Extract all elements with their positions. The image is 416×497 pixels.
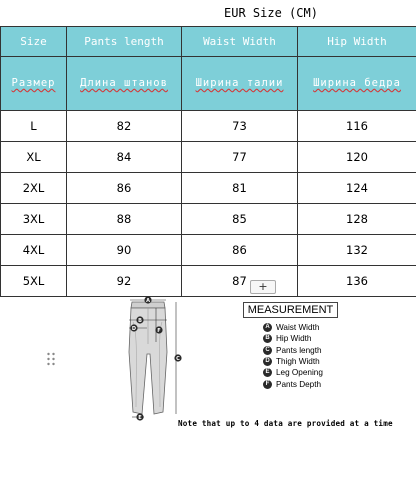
table-cell: 87	[182, 266, 298, 297]
letter-a-icon: A	[263, 323, 272, 332]
table-cell: 3XL	[1, 204, 67, 235]
list-item	[263, 333, 383, 344]
table-cell: 84	[67, 142, 182, 173]
table-row	[1, 111, 416, 142]
header-cell-pants-length-ru: Длина штанов	[67, 57, 182, 111]
table-cell: 4XL	[1, 235, 67, 266]
table-header-row-russian	[1, 57, 416, 111]
table-cell: 86	[182, 235, 298, 266]
legend-label: Pants Depth	[276, 379, 322, 389]
header-cell-hip-width: Hip Width	[298, 27, 416, 57]
table-cell: 136	[298, 266, 416, 297]
table-cell: L	[1, 111, 67, 142]
table-cell: 92	[67, 266, 182, 297]
note-text: Note that up to 4 data are provided at a time	[178, 419, 393, 428]
table-cell: 85	[182, 204, 298, 235]
table-cell: 5XL	[1, 266, 67, 297]
header-cell-pants-length: Pants length	[67, 27, 182, 57]
header-cell-size: Size	[1, 27, 67, 57]
table-title	[0, 6, 416, 24]
add-row-button[interactable]: +	[250, 280, 276, 294]
header-cell-waist-width: Waist Width	[182, 27, 298, 57]
list-item	[263, 378, 383, 389]
legend-label: Leg Opening	[276, 368, 323, 378]
svg-text:E: E	[138, 414, 142, 421]
table-cell: 116	[298, 111, 416, 142]
list-item	[263, 345, 383, 356]
table-row	[1, 266, 416, 297]
svg-text:A: A	[146, 297, 150, 304]
measurement-legend	[263, 322, 383, 390]
svg-text:C: C	[176, 355, 180, 362]
list-item	[263, 356, 383, 367]
table-title-text: EUR Size (CM)	[224, 6, 318, 20]
table-row	[1, 235, 416, 266]
list-item	[263, 367, 383, 378]
table-row	[1, 204, 416, 235]
table-cell: 77	[182, 142, 298, 173]
svg-text:B: B	[138, 317, 142, 324]
letter-b-icon: B	[263, 334, 272, 343]
header-cell-waist-width-ru: Ширина талии	[182, 57, 298, 111]
table-cell: 90	[67, 235, 182, 266]
header-cell-size-ru: Размер	[1, 57, 67, 111]
letter-f-icon: F	[263, 380, 272, 389]
table-cell: 128	[298, 204, 416, 235]
header-cell-hip-width-ru: Ширина бедра	[298, 57, 416, 111]
table-cell: 124	[298, 173, 416, 204]
pants-diagram-icon	[120, 292, 200, 422]
letter-d-icon: D	[263, 357, 272, 366]
table-cell: XL	[1, 142, 67, 173]
table-cell: 82	[67, 111, 182, 142]
table-cell: 132	[298, 235, 416, 266]
drag-handle-icon[interactable]	[46, 352, 56, 366]
svg-text:D: D	[131, 325, 137, 332]
table-cell: 2XL	[1, 173, 67, 204]
list-item	[263, 322, 383, 333]
table-row	[1, 173, 416, 204]
table-header-row	[1, 27, 416, 57]
table-row	[1, 142, 416, 173]
legend-label: Hip Width	[276, 334, 312, 344]
legend-label: Pants length	[276, 345, 322, 355]
svg-text:F: F	[157, 327, 161, 334]
table-cell: 86	[67, 173, 182, 204]
table-cell: 81	[182, 173, 298, 204]
table-cell: 73	[182, 111, 298, 142]
measurement-title: MEASUREMENT	[243, 302, 338, 318]
table-cell: 88	[67, 204, 182, 235]
letter-e-icon: E	[263, 368, 272, 377]
legend-label: Waist Width	[276, 323, 320, 333]
letter-c-icon: C	[263, 346, 272, 355]
legend-label: Thigh Width	[276, 357, 320, 367]
table-cell: 120	[298, 142, 416, 173]
size-table	[0, 26, 416, 297]
